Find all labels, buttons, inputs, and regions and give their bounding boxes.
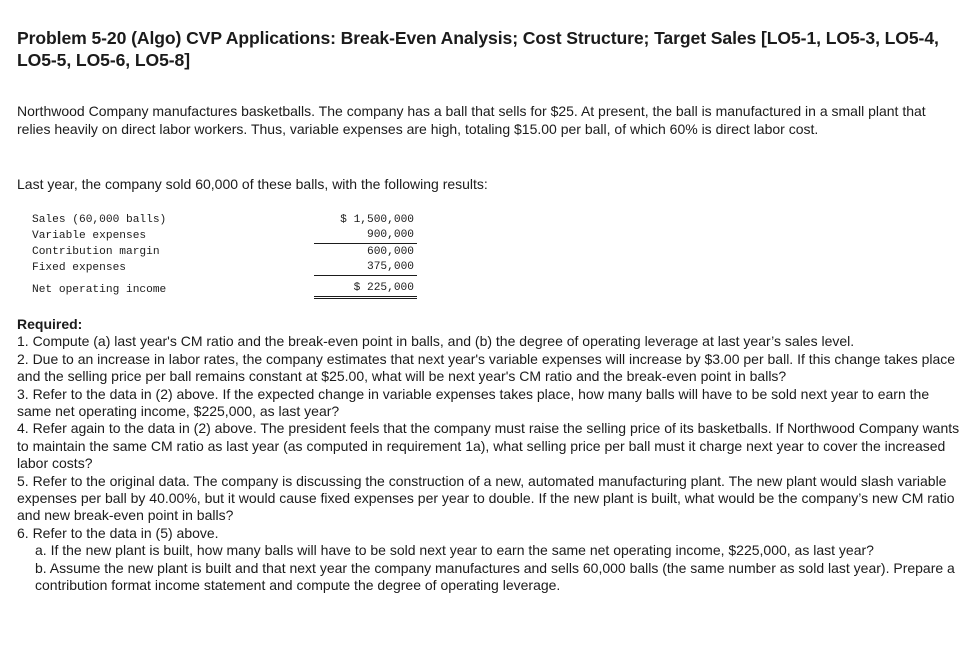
list-item: 3. Refer to the data in (2) above. If the expected change in variable expenses takes place, how many balls will have to be sold next year to earn the same net operating income, $225,000, as last year? [17,385,930,420]
list-item: 2. Due to an increase in labor rates, the company estimates that next year's variable expenses will increase by $3.00 per ball. If this change takes place and the selling price per ball remains constant at $25.00, what will be next year's CM ratio and the break-even point in balls? [17,350,956,385]
list-item: 5. Refer to the original data. The company is discussing the construction of a new, automated manufacturing plant. The new plant would slash variable expenses per ball by 40.00%, but it would cause fixed expenses per year to double. If the new plant is built, what would be the company’s new CM ratio and new break-even point in balls? [17,472,955,524]
required-section [17,316,962,595]
income-statement-table [30,212,417,299]
table-row [30,228,417,244]
table-row [30,244,417,260]
last-year-paragraph: Last year, the company sold 60,000 of these balls, with the following results: [17,176,488,192]
row-value: 375,000 [314,260,417,276]
list-item: a. If the new plant is built, how many balls will have to be sold next year to earn the same net operating income, $225,000, as last year? [35,542,874,559]
requirement-6-sublist [17,542,962,594]
intro-paragraph: Northwood Company manufactures basketballs. The company has a ball that sells for $25. At present, the ball is manufactured in a small plant that relies heavily on direct labor workers. Thus, variable expenses are high, totaling $15.00 per ball, of which 60% is direct labor cost. [17,103,926,137]
row-label: Contribution margin [32,245,160,258]
list-item: 1. Compute (a) last year's CM ratio and the break-even point in balls, and (b) the degree of operating leverage at last year’s sales level. [17,333,855,350]
row-value: $ 1,500,000 [340,213,414,226]
list-item: 6. Refer to the data in (5) above. [17,524,219,541]
table-row [30,276,417,298]
problem-title: Problem 5-20 (Algo) CVP Applications: Break-Even Analysis; Cost Structure; Target Sales [LO5-1, LO5-3, LO5-4, LO5-5, LO5-6, LO5-8] [17,28,939,70]
row-value: 600,000 [367,245,414,258]
table-row [30,260,417,276]
row-label: Sales (60,000 balls) [32,213,167,226]
row-label: Variable expenses [32,229,147,242]
row-value: $ 225,000 [314,276,417,298]
row-value: 900,000 [314,228,417,244]
table-row [30,212,417,228]
requirements-list [17,333,962,542]
list-item: 4. Refer again to the data in (2) above. The president feels that the company must raise the selling price of its basketballs. If Northwood Company wants to maintain the same CM ratio as last year (as computed in requirement 1a), what selling price per ball must it charge next year to cover the increased labor costs? [17,420,960,472]
row-label: Net operating income [32,283,167,296]
row-label: Fixed expenses [32,261,126,274]
list-item: b. Assume the new plant is built and that next year the company manufactures and sells 60,000 balls (the same number as sold last year). Prepare a contribution format income statement and compute the degree of operating leverage. [35,559,955,594]
required-heading: Required: [17,316,83,332]
